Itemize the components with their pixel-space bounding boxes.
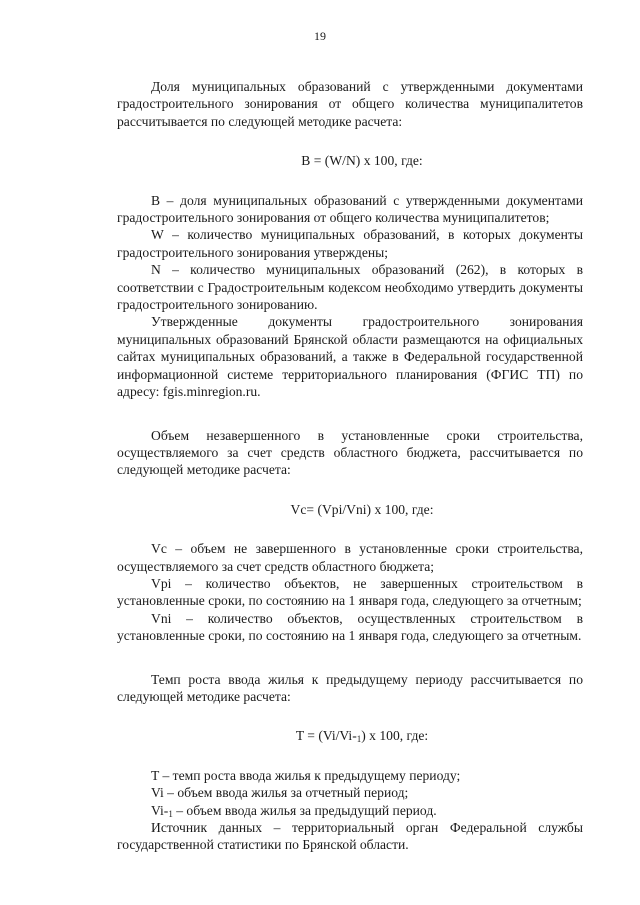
- section2-intro: Объем незавершенного в установленные сроки строительства, осуществляемого за счет средств областного бюджета, рассчитывается по следующей методике расчета:: [117, 427, 583, 478]
- section3-intro: Темп роста ввода жилья к предыдущему периоду рассчитывается по следующей методике расчета:: [117, 671, 583, 704]
- section1-def-b: B – доля муниципальных образований с утвержденными документами градостроительного зонирования от общего количества муниципалитетов;: [117, 192, 583, 226]
- section1-def-w: W – количество муниципальных образований, в которых документы градостроительного зонирования утверждены;: [117, 227, 583, 260]
- section1-def-n: N – количество муниципальных образований (262), в которых в соответствии с Градостроительным кодексом необходимо утвердить документы градостроительного зонированию.: [117, 262, 583, 313]
- section3-def-vi1-tail: – объем ввода жилья за предыдущий период.: [172, 802, 437, 818]
- page-number: 19: [314, 29, 326, 43]
- section2-def-vc: Vc – объем не завершенного в установленные сроки строительства, осуществляемого за счет средств областного бюджета;: [117, 541, 583, 574]
- section2-formula: Vc= (Vpi/Vni) x 100, где:: [290, 501, 434, 517]
- section1-intro: Доля муниципальных образований с утвержденными документами градостроительного зонирования от общего количества муниципалитетов рассчитывается по следующей методике расчета:: [117, 79, 583, 129]
- section2-def-vni: Vni – количество объектов, осуществленных строительством в установленные сроки, по состоянию на 1 января года, следующего за отчетным.: [117, 610, 583, 644]
- section3-def-t: T – темп роста ввода жилья к предыдущему периоду;: [151, 767, 461, 783]
- section1-note: Утвержденные документы градостроительного зонирования муниципальных образований Брянской области размещаются на официальных сайтах муниципальных образований, а также в Федеральной государственной информационной системе территориального планирования (ФГИС ТП) по адресу: fgis.minregion.ru.: [117, 314, 583, 400]
- section3-def-vi1-sub: 1: [168, 808, 173, 819]
- section3-formula-tail: ) x 100, где:: [361, 728, 429, 744]
- section3-source: Источник данных – территориальный орган Федеральной службы государственной статистики по Брянской области.: [117, 820, 583, 853]
- section1-formula: B = (W/N) x 100, где:: [301, 153, 423, 169]
- section3-def-vi: Vi – объем ввода жилья за отчетный период;: [151, 785, 409, 801]
- section3-formula-sub: 1: [356, 734, 362, 745]
- section3-formula-main: T = (Vi/Vi-: [295, 728, 357, 744]
- section3-def-vi1-main: Vi-: [151, 802, 169, 818]
- section3-def-vi1: [117, 802, 583, 819]
- section3-formula: [117, 727, 583, 744]
- section2-def-vpi: Vpi – количество объектов, не завершенных строительством в установленные сроки, по состоянию на 1 января года, следующего за отчетным;: [117, 575, 583, 609]
- document-body: [117, 78, 583, 854]
